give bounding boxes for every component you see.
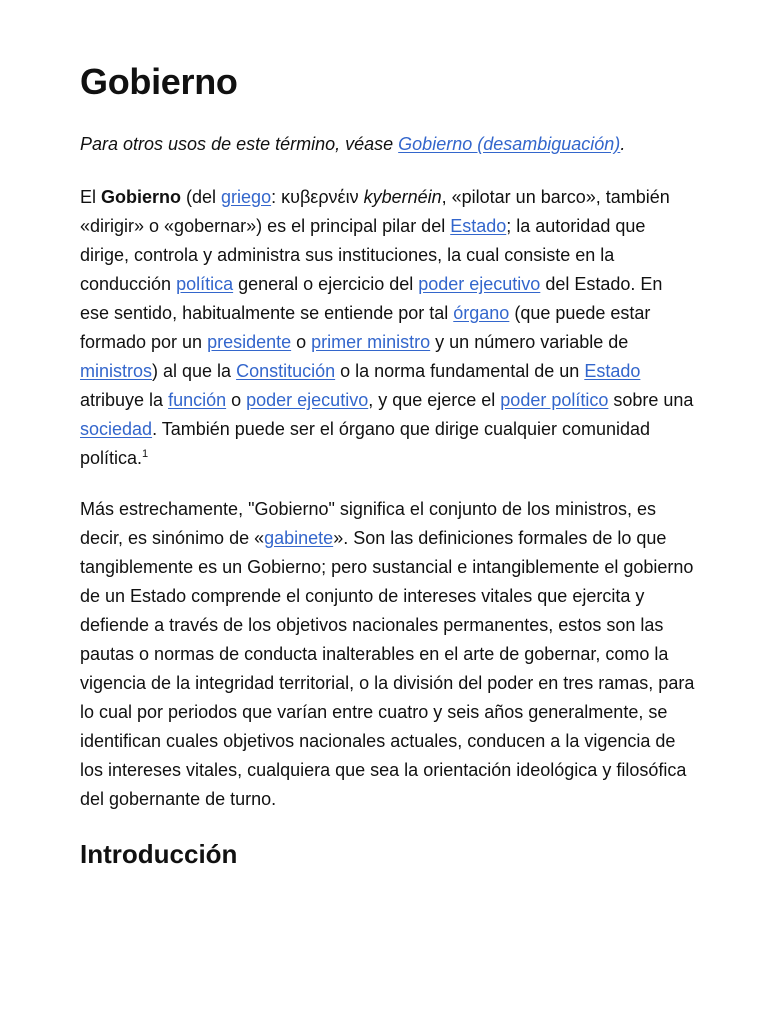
link-funcion[interactable]: función [168, 390, 227, 410]
hatnote-prefix: Para otros usos de este término, véase [80, 134, 399, 154]
p2-text: ». Son las definiciones formales de lo que tangiblemente es un Gobierno; pero sustancial e intangiblemente el gobierno de un Estado comprende el conjunto de intereses vitales que ejercita y defiende a través de los objetivos nacionales permanentes, estos son las pautas o normas de conducta inalterables en el arte de gobernar, como la vigencia de la integridad territorial, o la división del poder en tres ramas, para lo cual por periodos que varían entre cuatro y seis años generalmente, se identifican cuales objetivos nacionales actuales, conducen a la vigencia de los intereses vitales, cualquiera que sea la orientación ideológica y filosófica del gobernante de turno. [80, 528, 695, 809]
link-gabinete[interactable]: gabinete [264, 528, 334, 548]
page-title: Gobierno [80, 61, 238, 102]
p1-text: (del [181, 187, 222, 207]
section-heading-introduccion: Introducción [80, 839, 238, 869]
p1-text: , y que ejerce el [368, 390, 501, 410]
link-poder-ejecutivo-2[interactable]: poder ejecutivo [246, 390, 369, 410]
p1-text: : κυβερνέιν [271, 187, 364, 207]
link-gobierno-desambiguacion[interactable]: Gobierno (desambiguación) [398, 134, 621, 154]
p1-text: o [291, 332, 312, 352]
p1-text: ; la autoridad que dirige, controla y administra sus instituciones, la cual consiste en la conducción [80, 216, 646, 294]
p2-text: Más estrechamente, "Gobierno" significa el conjunto de los ministros, es decir, es sinónimo de « [80, 499, 657, 548]
term-italic: kybernéin [363, 187, 442, 207]
link-constitucion[interactable]: Constitución [236, 361, 336, 381]
p1-text: sobre una [608, 390, 694, 410]
p1-text: y un número variable de [430, 332, 629, 352]
p1-text: o la norma fundamental de un [335, 361, 585, 381]
p1-text: (que puede estar formado por un [80, 303, 651, 352]
p1-text: El [80, 187, 102, 207]
p1-text: o [226, 390, 247, 410]
reference-marker[interactable]: 1 [142, 448, 149, 460]
link-griego[interactable]: griego [221, 187, 272, 207]
link-ministros[interactable]: ministros [80, 361, 153, 381]
link-estado[interactable]: Estado [450, 216, 507, 236]
p1-text: general o ejercicio del [233, 274, 419, 294]
link-presidente[interactable]: presidente [207, 332, 292, 352]
link-poder-politico[interactable]: poder político [500, 390, 609, 410]
link-primer-ministro[interactable]: primer ministro [311, 332, 431, 352]
term-bold: Gobierno [101, 187, 182, 207]
paragraph-second [80, 495, 696, 814]
p1-text: . También puede ser el órgano que dirige cualquier comunidad política. [80, 419, 651, 468]
link-politica[interactable]: política [176, 274, 234, 294]
link-organo[interactable]: órgano [453, 303, 510, 323]
p1-text: atribuye la [80, 390, 169, 410]
paragraph-intro [80, 183, 696, 473]
p1-text: ) al que la [152, 361, 237, 381]
hatnote [80, 130, 696, 159]
p1-text: del Estado. En ese sentido, habitualmente se entiende por tal [80, 274, 663, 323]
p1-text: , «pilotar un barco», también «dirigir» o «gobernar») es el principal pilar del [80, 187, 670, 236]
link-estado-2[interactable]: Estado [584, 361, 641, 381]
link-sociedad[interactable]: sociedad [80, 419, 153, 439]
link-poder-ejecutivo[interactable]: poder ejecutivo [418, 274, 541, 294]
hatnote-suffix: . [620, 134, 626, 154]
